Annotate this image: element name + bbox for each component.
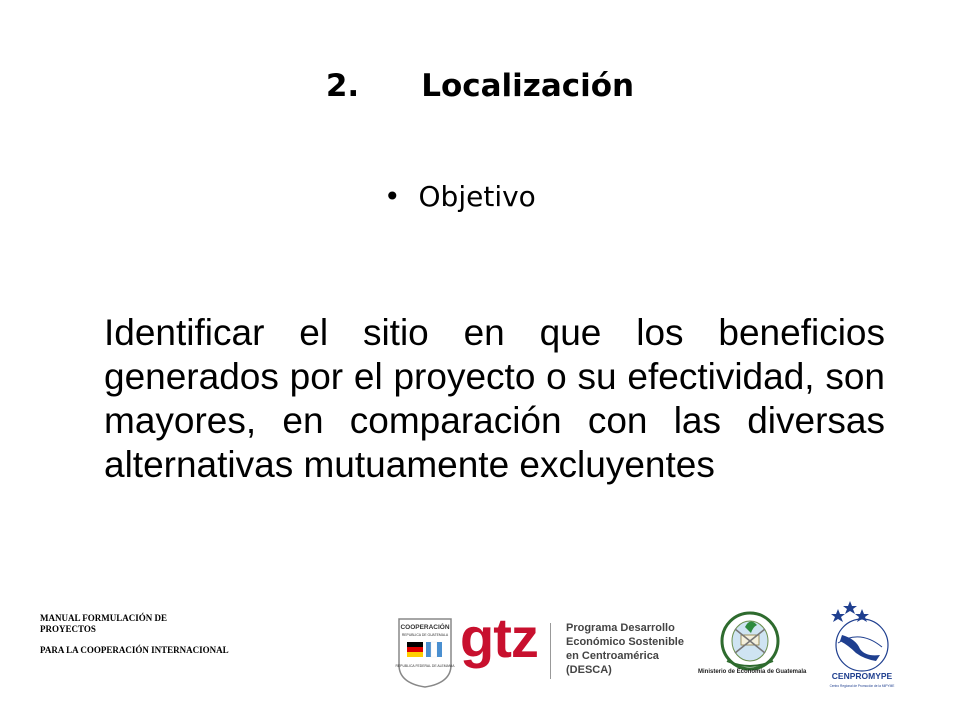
desca-line-1: Programa Desarrollo <box>566 622 675 634</box>
coop-line1: REPUBLICA DE GUATEMALA <box>401 633 449 637</box>
footer-line-2: PARA LA COOPERACIÓN INTERNACIONAL <box>40 645 229 655</box>
slide-title <box>0 68 960 104</box>
logo-divider <box>550 623 551 679</box>
desca-line-3: en Centroamérica <box>566 650 659 662</box>
gtz-logo: gtz <box>460 606 538 669</box>
coop-title: COOPERACIÓN <box>400 624 450 631</box>
coop-line2: REPUBLICA FEDERAL DE ALEMANIA <box>395 664 455 668</box>
cenpro-subtitle: Centro Regional de Promoción de la MIPYME <box>829 684 895 688</box>
desca-line-2: Económico Sostenible <box>566 636 684 648</box>
cooperacion-flags-icon <box>395 617 455 689</box>
guatemala-coat-of-arms-icon <box>705 605 795 690</box>
cenpromype-stars-icon <box>820 599 900 694</box>
title-text: Localización <box>421 68 635 104</box>
footer-note <box>40 613 229 656</box>
ministerio-caption: Ministerio de Economía de Guatemala <box>698 669 807 675</box>
desca-line-4: (DESCA) <box>566 664 612 676</box>
bullet-item <box>384 180 536 213</box>
desca-text <box>566 621 684 677</box>
footer-line-1: MANUAL FORMULACIÓN DE PROYECTOS <box>40 613 167 634</box>
cenpro-name: CENPROMYPE <box>831 671 893 681</box>
bullet-dot-icon: • <box>384 180 401 213</box>
bullet-label: Objetivo <box>418 180 536 213</box>
sponsor-logos <box>380 595 900 695</box>
objective-paragraph: Identificar el sitio en que los beneficios generados por el proyecto o su efectividad, son mayores, en comparación con las diversas alternativas mutuamente excluyentes <box>104 312 885 485</box>
title-number: 2. <box>325 68 360 104</box>
